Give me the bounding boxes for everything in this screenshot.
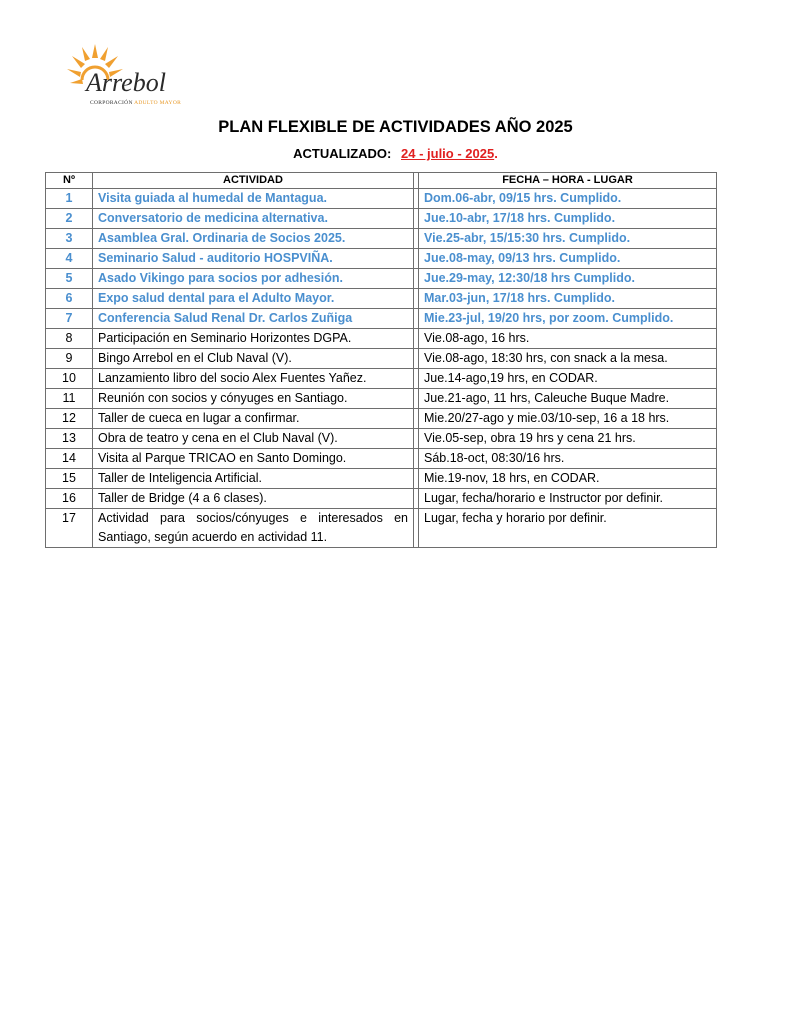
- row-details: Vie.05-sep, obra 19 hrs y cena 21 hrs.: [419, 429, 717, 449]
- row-number: 13: [46, 429, 93, 449]
- row-activity: Visita guiada al humedal de Mantagua.: [93, 189, 414, 209]
- row-activity: Obra de teatro y cena en el Club Naval (V).: [93, 429, 414, 449]
- table-row: [46, 249, 717, 269]
- row-details: Lugar, fecha/horario e Instructor por definir.: [419, 489, 717, 509]
- row-number: 8: [46, 329, 93, 349]
- row-activity: Bingo Arrebol en el Club Naval (V).: [93, 349, 414, 369]
- row-activity: Expo salud dental para el Adulto Mayor.: [93, 289, 414, 309]
- table-row: [46, 269, 717, 289]
- header-activity: ACTIVIDAD: [93, 173, 414, 189]
- row-number: 12: [46, 409, 93, 429]
- page-title: PLAN FLEXIBLE DE ACTIVIDADES AÑO 2025: [218, 118, 573, 136]
- row-activity: Visita al Parque TRICAO en Santo Domingo.: [93, 449, 414, 469]
- activities-table: [45, 172, 717, 548]
- row-number: 9: [46, 349, 93, 369]
- row-number: 15: [46, 469, 93, 489]
- row-details: Vie.08-ago, 18:30 hrs, con snack a la mesa.: [419, 349, 717, 369]
- row-activity: Taller de cueca en lugar a confirmar.: [93, 409, 414, 429]
- table-row: [46, 449, 717, 469]
- updated-line: [0, 146, 791, 161]
- row-activity: Seminario Salud - auditorio HOSPVIÑA.: [93, 249, 414, 269]
- logo-wordmark: Arrebol: [86, 68, 166, 97]
- row-details: Lugar, fecha y horario por definir.: [419, 509, 717, 548]
- row-details: Jue.29-may, 12:30/18 hrs Cumplido.: [419, 269, 717, 289]
- updated-suffix: .: [494, 146, 498, 161]
- table-row: [46, 369, 717, 389]
- row-activity: Reunión con socios y cónyuges en Santiago.: [93, 389, 414, 409]
- row-number: 16: [46, 489, 93, 509]
- table-row: [46, 469, 717, 489]
- header-num: Nº: [46, 173, 93, 189]
- updated-date: 24 - julio - 2025: [401, 146, 495, 161]
- row-number: 4: [46, 249, 93, 269]
- table-row: [46, 189, 717, 209]
- row-details: Sáb.18-oct, 08:30/16 hrs.: [419, 449, 717, 469]
- table-row: [46, 349, 717, 369]
- row-details: Dom.06-abr, 09/15 hrs. Cumplido.: [419, 189, 717, 209]
- table-row: [46, 289, 717, 309]
- row-details: Mie.23-jul, 19/20 hrs, por zoom. Cumplido.: [419, 309, 717, 329]
- table-header-row: [46, 173, 717, 189]
- row-number: 2: [46, 209, 93, 229]
- row-details: Vie.08-ago, 16 hrs.: [419, 329, 717, 349]
- table-body: [46, 189, 717, 548]
- header-details: FECHA – HORA - LUGAR: [419, 173, 717, 189]
- row-details: Jue.10-abr, 17/18 hrs. Cumplido.: [419, 209, 717, 229]
- row-number: 14: [46, 449, 93, 469]
- table-row: [46, 209, 717, 229]
- row-activity: Asamblea Gral. Ordinaria de Socios 2025.: [93, 229, 414, 249]
- row-activity: Conversatorio de medicina alternativa.: [93, 209, 414, 229]
- table-row: [46, 229, 717, 249]
- row-activity: Taller de Inteligencia Artificial.: [93, 469, 414, 489]
- row-details: Jue.21-ago, 11 hrs, Caleuche Buque Madre.: [419, 389, 717, 409]
- row-details: Vie.25-abr, 15/15:30 hrs. Cumplido.: [419, 229, 717, 249]
- row-activity: Asado Vikingo para socios por adhesión.: [93, 269, 414, 289]
- row-details: Mie.19-nov, 18 hrs, en CODAR.: [419, 469, 717, 489]
- table-row: [46, 329, 717, 349]
- row-activity: Participación en Seminario Horizontes DGPA.: [93, 329, 414, 349]
- table-row: [46, 489, 717, 509]
- logo-subtitle: CORPORACIÓN ADULTO MAYOR: [90, 100, 182, 106]
- table-row: [46, 409, 717, 429]
- table-row: [46, 389, 717, 409]
- row-activity: Conferencia Salud Renal Dr. Carlos Zuñiga: [93, 309, 414, 329]
- row-details: Jue.14-ago,19 hrs, en CODAR.: [419, 369, 717, 389]
- arrebol-logo: [60, 38, 190, 108]
- row-activity: Actividad para socios/cónyuges e interesados en Santiago, según acuerdo en actividad 11.: [93, 509, 414, 548]
- row-activity: Taller de Bridge (4 a 6 clases).: [93, 489, 414, 509]
- row-number: 3: [46, 229, 93, 249]
- row-number: 11: [46, 389, 93, 409]
- row-details: Jue.08-may, 09/13 hrs. Cumplido.: [419, 249, 717, 269]
- row-number: 7: [46, 309, 93, 329]
- table-row: [46, 429, 717, 449]
- table-row: [46, 309, 717, 329]
- table-row: [46, 509, 717, 548]
- row-number: 5: [46, 269, 93, 289]
- row-activity: Lanzamiento libro del socio Alex Fuentes Yañez.: [93, 369, 414, 389]
- updated-label: ACTUALIZADO:: [293, 146, 392, 161]
- row-details: Mar.03-jun, 17/18 hrs. Cumplido.: [419, 289, 717, 309]
- row-number: 1: [46, 189, 93, 209]
- row-number: 6: [46, 289, 93, 309]
- row-number: 17: [46, 509, 93, 548]
- row-number: 10: [46, 369, 93, 389]
- row-details: Mie.20/27-ago y mie.03/10-sep, 16 a 18 hrs.: [419, 409, 717, 429]
